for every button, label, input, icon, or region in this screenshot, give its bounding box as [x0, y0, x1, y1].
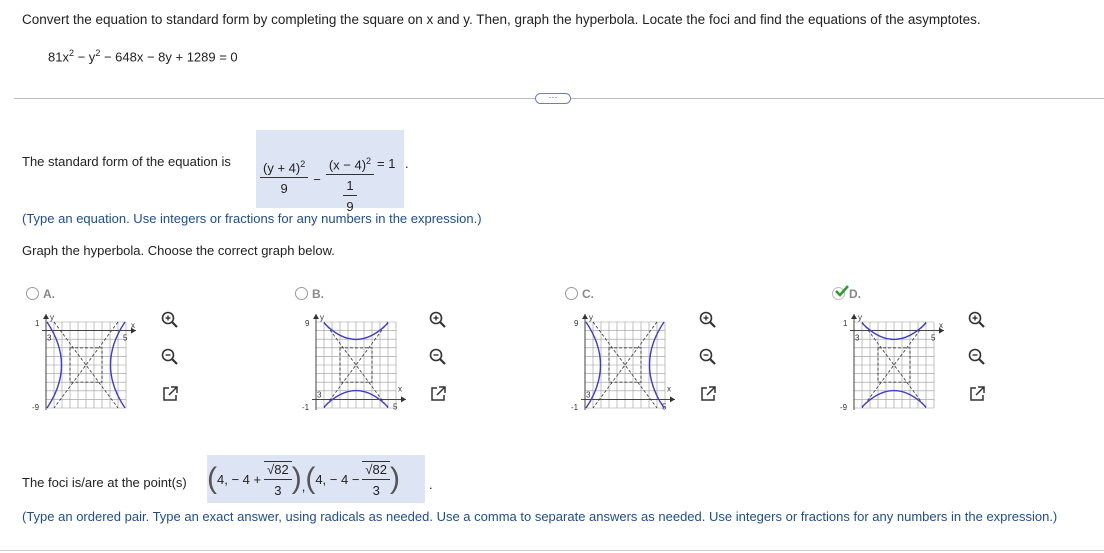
choice-b-graph — [302, 310, 427, 410]
svg-text:-1: -1 — [302, 403, 310, 410]
choice-b[interactable] — [295, 286, 324, 301]
standard-form-label: The standard form of the equation is — [22, 154, 231, 169]
check-icon — [835, 285, 849, 297]
zoom-in-icon[interactable] — [698, 310, 718, 330]
graph-prompt: Graph the hyperbola. Choose the correct graph below. — [22, 243, 335, 258]
svg-text:1: 1 — [843, 319, 848, 328]
choice-d-label: D. — [849, 287, 861, 301]
choice-d-graph — [840, 310, 965, 410]
svg-text:3: 3 — [317, 390, 322, 400]
zoom-out-icon[interactable] — [698, 347, 718, 367]
svg-text:5: 5 — [123, 333, 128, 343]
zoom-in-icon[interactable] — [428, 310, 448, 330]
zoom-out-icon[interactable] — [160, 347, 180, 367]
choice-c-tools — [698, 310, 718, 407]
choice-a[interactable] — [26, 286, 55, 301]
svg-text:5: 5 — [931, 333, 936, 343]
zoom-in-icon[interactable] — [160, 310, 180, 330]
svg-text:3: 3 — [586, 390, 591, 400]
svg-text:3: 3 — [855, 333, 860, 343]
open-in-new-window-icon[interactable] — [428, 384, 448, 404]
choice-c-label: C. — [582, 287, 594, 301]
choice-b-tools — [428, 310, 448, 407]
focus2-denominator: 3 — [372, 482, 380, 498]
choice-a-radio[interactable] — [26, 287, 39, 300]
focus1-radical: √82 — [264, 461, 292, 480]
given-equation: $81x^2 - y^2 - 648x - 8y + 1289 = 0$ — [48, 48, 238, 65]
svg-text:y: y — [589, 313, 593, 322]
svg-text:-9: -9 — [840, 403, 848, 410]
zoom-out-icon[interactable] — [428, 347, 448, 367]
choice-d-tools — [967, 310, 987, 407]
period: . — [429, 477, 433, 492]
focus2-radical: √82 — [362, 461, 390, 480]
choice-d-radio[interactable] — [832, 287, 845, 300]
term2-fraction: $\frac{(x - 4)^2}{\frac{1}{9}}$ — [326, 156, 374, 214]
svg-text:y: y — [50, 313, 54, 322]
bottom-divider — [0, 550, 1104, 551]
svg-text:x: x — [398, 384, 402, 394]
svg-text:-1: -1 — [571, 403, 579, 410]
term1-fraction: $\frac{(y + 4)^2}{9}$ — [260, 159, 308, 196]
comma: , — [301, 478, 306, 494]
choice-c[interactable] — [565, 286, 594, 301]
period: . — [405, 156, 409, 171]
focus2-x: 4, − 4 − — [315, 471, 360, 487]
open-in-new-window-icon[interactable] — [160, 384, 180, 404]
foci-answer-box[interactable]: ( 4, − 4 + $\frac{√82}{3}$ ) , ( 4, − 4 − $\frac{√82}{3}$ ) — [207, 455, 425, 503]
svg-text:5: 5 — [393, 402, 398, 410]
choice-c-graph — [571, 310, 696, 410]
svg-text:x: x — [939, 321, 943, 330]
choice-d[interactable] — [832, 286, 861, 301]
focus1-x: 4, − 4 + — [217, 471, 262, 487]
choice-a-graph — [32, 310, 157, 410]
equals-one: = 1 — [377, 156, 396, 171]
foci-label: The foci is/are at the point(s) — [22, 475, 187, 490]
zoom-in-icon[interactable] — [967, 310, 987, 330]
choice-a-tools — [160, 310, 180, 407]
choice-b-radio[interactable] — [295, 287, 308, 300]
standard-form-answer-box[interactable] — [256, 130, 404, 215]
standard-form-hint: (Type an equation. Use integers or fractions for any numbers in the expression.) — [22, 211, 482, 226]
svg-text:9: 9 — [305, 319, 310, 328]
foci-hint: (Type an ordered pair. Type an exact answer, using radicals as needed. Use a comma to separate answers as needed. Use integers or fractions for any numbers in the expression.) — [22, 509, 1058, 524]
choice-c-radio[interactable] — [565, 287, 578, 300]
choice-a-label: A. — [43, 287, 55, 301]
svg-text:-9: -9 — [32, 403, 40, 410]
open-in-new-window-icon[interactable] — [698, 384, 718, 404]
open-in-new-window-icon[interactable] — [967, 384, 987, 404]
svg-text:1: 1 — [35, 319, 40, 328]
zoom-out-icon[interactable] — [967, 347, 987, 367]
more-button[interactable]: ⋯ — [535, 93, 571, 104]
svg-text:x: x — [131, 321, 135, 330]
focus1-denominator: 3 — [274, 482, 282, 498]
question-prompt: Convert the equation to standard form by completing the square on x and y. Then, graph the hyperbola. Locate the foci and find the equations of the asymptotes. — [22, 12, 981, 27]
svg-text:y: y — [858, 313, 862, 322]
svg-text:9: 9 — [574, 319, 579, 328]
minus-sign: − — [313, 171, 321, 187]
svg-text:y: y — [320, 313, 324, 322]
svg-text:3: 3 — [47, 333, 52, 343]
svg-text:5: 5 — [662, 402, 667, 410]
choice-b-label: B. — [312, 287, 324, 301]
svg-text:x: x — [667, 384, 671, 394]
